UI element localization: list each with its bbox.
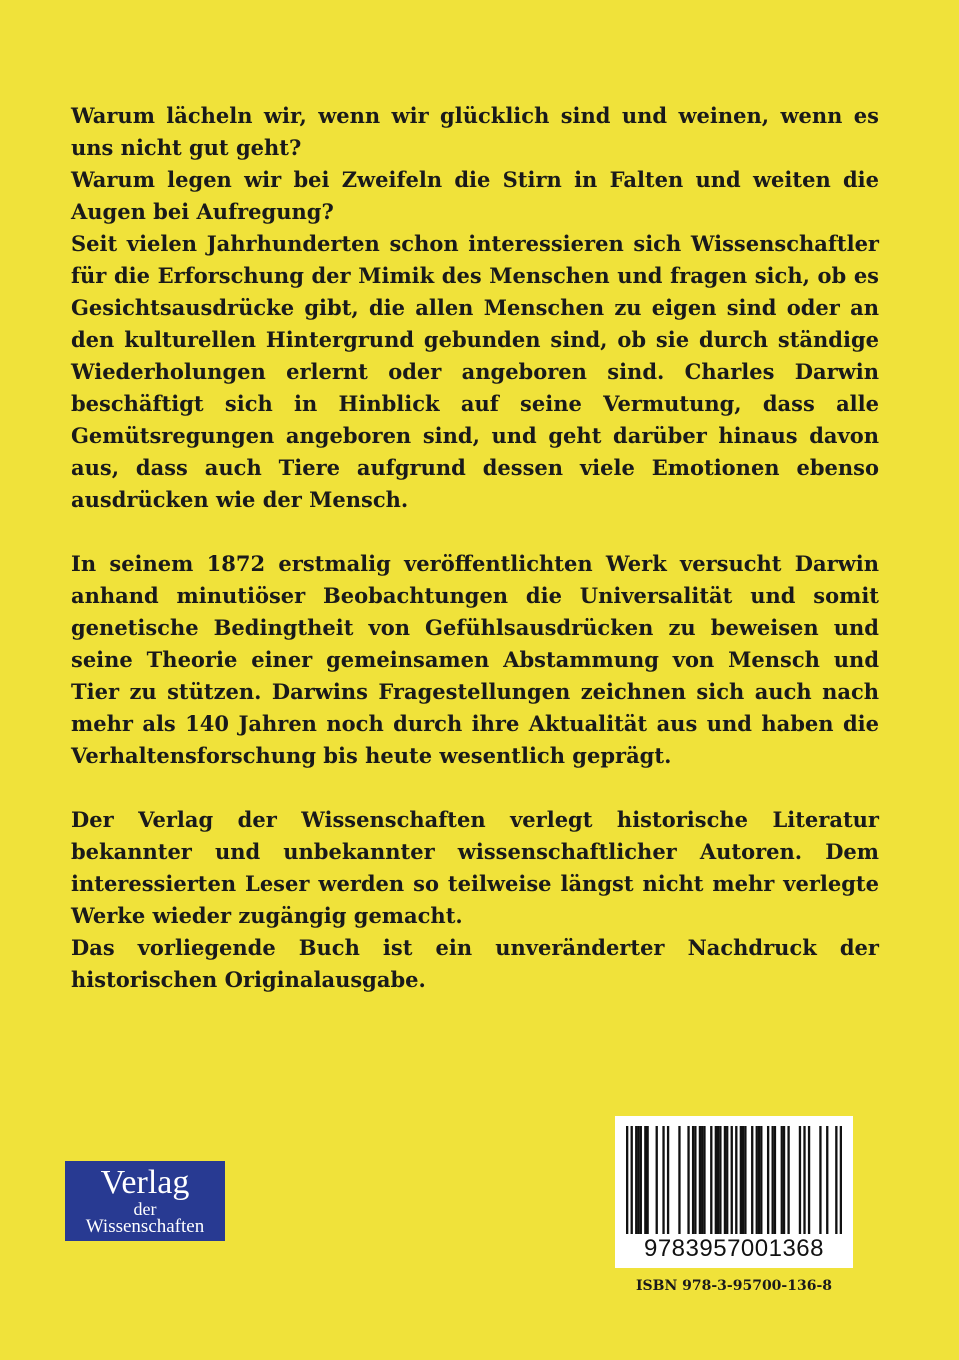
barcode-bar bbox=[799, 1126, 801, 1234]
barcode-bar bbox=[667, 1126, 669, 1234]
barcode-bar bbox=[699, 1126, 701, 1234]
blurb-paragraph: Der Verlag der Wissenschaften verlegt historische Literatur bekannter und unbekannter wissenschaftlicher Autoren. Dem interessierten Leser werden so teilweise längst nicht mehr verlegte Werke wieder zugängig gemacht. bbox=[71, 807, 879, 928]
logo-text-verlag: Verlag bbox=[100, 1164, 190, 1201]
barcode-bar bbox=[694, 1126, 696, 1234]
barcode-bar bbox=[701, 1126, 703, 1234]
barcode-bar bbox=[646, 1126, 648, 1234]
blurb-paragraph: In seinem 1872 erstmalig veröffentlichten Werk versucht Darwin anhand minutiöser Beobachtungen die Universalität und somit genetische Bedingtheit von Gefühlsausdrücken zu beweisen und seine Theorie einer gemeinsamen Abstammung von Mensch und Tier zu stützen. Darwins Fragestellungen zeichnen sich auch nach mehr als 140 Jahren noch durch ihre Aktualität aus und haben die Verhaltensforschung bis heute wesentlich geprägt. bbox=[71, 551, 879, 768]
barcode-bar bbox=[710, 1126, 712, 1234]
barcode-bar bbox=[740, 1126, 742, 1234]
blurb-paragraph: Warum legen wir bei Zweifeln die Stirn in Falten und weiten die Augen bei Aufregung? bbox=[71, 167, 879, 224]
blurb-paragraph: Warum lächeln wir, wenn wir glücklich sind und weinen, wenn es uns nicht gut geht? bbox=[71, 103, 879, 160]
back-cover-blurb bbox=[71, 100, 879, 996]
barcode-bar bbox=[744, 1126, 746, 1234]
barcode-bar bbox=[640, 1126, 642, 1234]
barcode-bar bbox=[756, 1126, 758, 1234]
barcode-bar bbox=[726, 1126, 728, 1234]
barcode-bar bbox=[803, 1126, 805, 1234]
barcode-bar bbox=[760, 1126, 762, 1234]
barcode-bar bbox=[767, 1126, 769, 1234]
barcode-bar bbox=[631, 1126, 633, 1234]
barcode-bar bbox=[735, 1126, 737, 1234]
barcode-bar bbox=[687, 1126, 689, 1234]
barcode-bar bbox=[731, 1126, 733, 1234]
barcode-bar bbox=[719, 1126, 721, 1234]
barcode-bars bbox=[626, 1126, 842, 1234]
barcode bbox=[615, 1116, 853, 1268]
barcode-bar bbox=[637, 1126, 639, 1234]
publisher-logo bbox=[65, 1161, 225, 1241]
barcode-bar bbox=[626, 1126, 628, 1234]
barcode-bar bbox=[781, 1126, 783, 1234]
barcode-bar bbox=[835, 1126, 837, 1234]
barcode-bar bbox=[644, 1126, 646, 1234]
barcode-bar bbox=[703, 1126, 705, 1234]
barcode-bar bbox=[783, 1126, 785, 1234]
barcode-bar bbox=[772, 1126, 774, 1234]
logo-text-wissenschaften: Wissenschaften bbox=[85, 1216, 205, 1237]
barcode-bar bbox=[826, 1126, 828, 1234]
barcode-bar bbox=[717, 1126, 719, 1234]
blurb-paragraph: Das vorliegende Buch ist ein unveränderter Nachdruck der historischen Originalausgabe. bbox=[71, 935, 879, 992]
barcode-bar bbox=[751, 1126, 753, 1234]
barcode-bar bbox=[715, 1126, 717, 1234]
barcode-bar bbox=[787, 1126, 789, 1234]
barcode-bar bbox=[635, 1126, 637, 1234]
barcode-bar bbox=[840, 1126, 842, 1234]
barcode-bar bbox=[808, 1126, 810, 1234]
barcode-bar bbox=[692, 1126, 694, 1234]
barcode-bar bbox=[819, 1126, 821, 1234]
blurb-paragraph: Seit vielen Jahrhunderten schon interessieren sich Wissenschaftler für die Erforschung der Mimik des Menschen und fragen sich, ob es Gesichtsausdrücke gibt, die allen Menschen zu eigen sind oder an den kulturellen Hintergrund gebunden sind, ob sie durch ständige Wiederholungen erlernt oder angeboren sind. Charles Darwin beschäftigt sich in Hinblick auf seine Vermutung, dass alle Gemütsregungen angeboren sind, und geht darüber hinaus davon aus, dass auch Tiere aufgrund dessen viele Emotionen ebenso ausdrücken wie der Mensch. bbox=[71, 231, 879, 512]
barcode-bar bbox=[656, 1126, 658, 1234]
barcode-bar bbox=[678, 1126, 680, 1234]
barcode-bar bbox=[758, 1126, 760, 1234]
logo-text-der: der bbox=[133, 1199, 157, 1219]
barcode-bar bbox=[774, 1126, 776, 1234]
barcode-bar bbox=[742, 1126, 744, 1234]
barcode-bar bbox=[724, 1126, 726, 1234]
isbn-label: ISBN 978-3-95700-136-8 bbox=[635, 1278, 833, 1294]
barcode-bar bbox=[662, 1126, 664, 1234]
barcode-digits: 9783957001368 bbox=[643, 1235, 825, 1262]
